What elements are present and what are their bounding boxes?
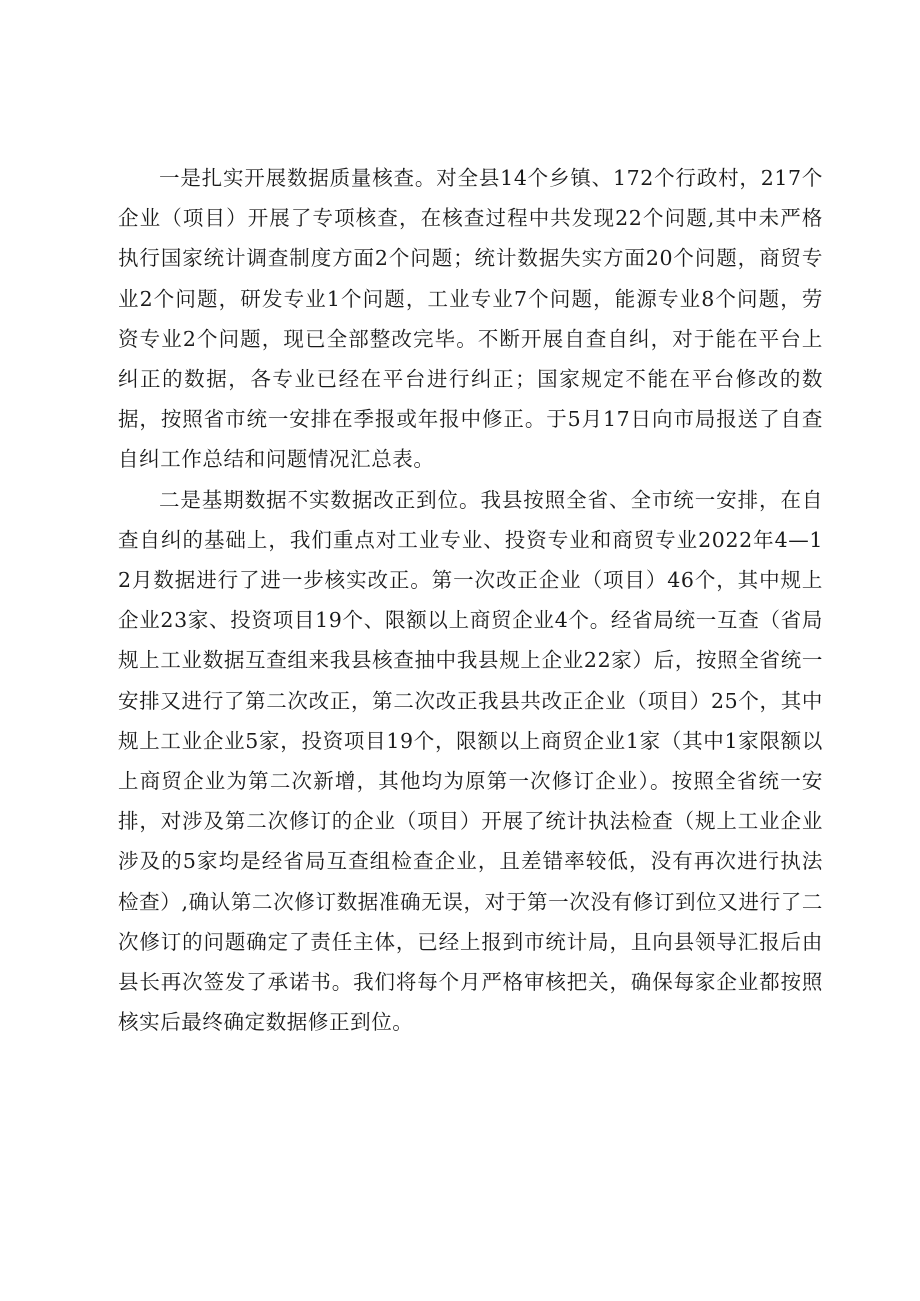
paragraph-base-period-correction: 二是基期数据不实数据改正到位。我县按照全省、全市统一安排，在自查自纠的基础上，我们重点对工业专业、投资专业和商贸专业2022年4—12月数据进行了进一步核实改正。第一次改正企业（项目）46个，其中规上企业23家、投资项目19个、限额以上商贸企业4个。经省局统一互查（省局规上工业数据互查组来我县核查抽中我县规上企业22家）后，按照全省统一安排又进行了第二次改正，第二次改正我县共改正企业（项目）25个，其中规上工业企业5家，投资项目19个，限额以上商贸企业1家（其中1家限额以上商贸企业为第二次新增，其他均为原第一次修订企业）。按照全省统一安排，对涉及第二次修订的企业（项目）开展了统计执法检查（规上工业企业涉及的5家均是经省局互查组检查企业，且差错率较低，没有再次进行执法检查）,确认第二次修订数据准确无误，对于第一次没有修订到位又进行了二次修订的问题确定了责任主体，已经上报到市统计局，且向县领导汇报后由县长再次签发了承诺书。我们将每个月严格审核把关，确保每家企业都按照核实后最终确定数据修正到位。 (118, 487, 823, 1035)
paragraph-data-quality-check: 一是扎实开展数据质量核查。对全县14个乡镇、172个行政村，217个企业（项目）开展了专项核查，在核查过程中共发现22个问题,其中未严格执行国家统计调查制度方面2个问题；统计数据失实方面20个问题，商贸专业2个问题，研发专业1个问题，工业专业7个问题，能源专业8个问题，劳资专业2个问题，现已全部整改完毕。不断开展自查自纠，对于能在平台上纠正的数据，各专业已经在平台进行纠正；国家规定不能在平台修改的数据，按照省市统一安排在季报或年报中修正。于5月17日向市局报送了自查自纠工作总结和问题情况汇总表。 (118, 166, 823, 472)
document-body (118, 158, 823, 1042)
